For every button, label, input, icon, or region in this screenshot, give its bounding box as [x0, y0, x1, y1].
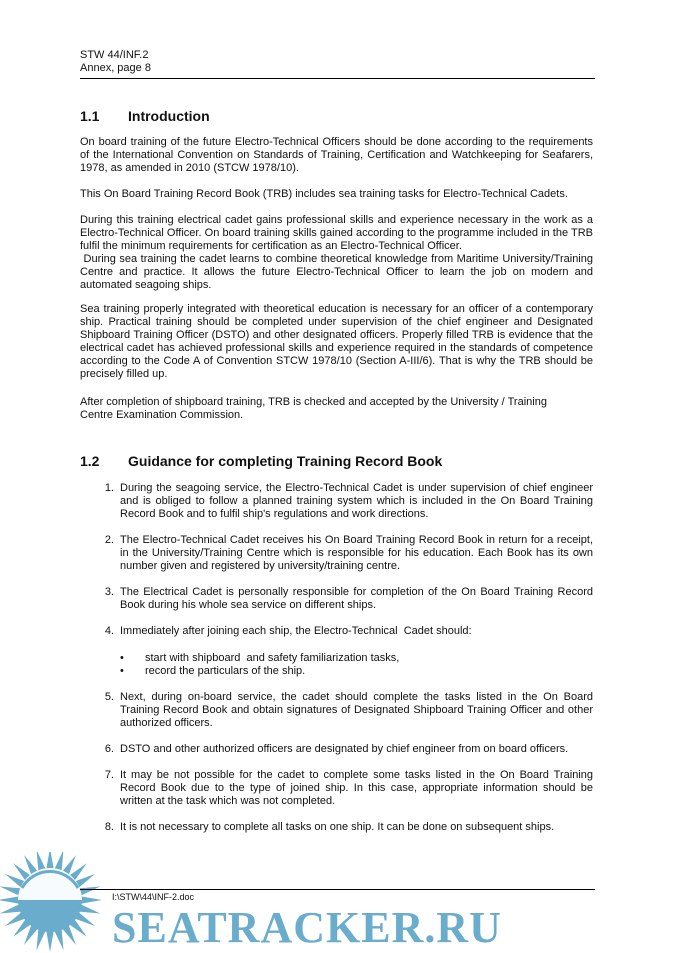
item-number: 8.	[104, 821, 114, 833]
bullet-icon: •	[120, 652, 124, 664]
bullet-text: start with shipboard and safety familiarization tasks,	[145, 652, 400, 664]
item-text: The Electrical Cadet is personally responsible for completion of the On Board Training Record Book during his whole sea service on different ships.	[120, 586, 593, 611]
item-text: Next, during on-board service, the cadet should complete the tasks listed in the On Board Training Record Book and obtain signatures of Designated Shipboard Training Officer and other authorized officers.	[120, 691, 593, 729]
section-number: 1.2	[80, 453, 100, 469]
item-text: It may be not possible for the cadet to complete some tasks listed in the On Board Training Record Book due to the type of joined ship. In this case, appropriate information should be written at the task which was not completed.	[120, 769, 593, 807]
header-rule	[80, 78, 595, 79]
bullet-item	[120, 652, 595, 665]
list-item	[103, 743, 593, 756]
item-number: 4.	[104, 625, 114, 637]
item-text: During the seagoing service, the Electro-Technical Cadet is under supervision of chief engineer and is obliged to follow a planned training system which is included in the On Board Training Record Book and to fulfil ship's regulations and work directions.	[120, 482, 593, 520]
footer-rule	[80, 889, 595, 890]
document-body	[80, 49, 595, 834]
list-item	[103, 769, 593, 808]
bullet-item	[120, 665, 595, 678]
item-text: Immediately after joining each ship, the Electro-Technical Cadet should:	[120, 625, 472, 637]
list-item	[103, 534, 593, 573]
bullet-text: record the particulars of the ship.	[145, 665, 306, 677]
paragraph: During this training electrical cadet gains professional skills and experience necessary in the work as a Electro-Technical Officer. On board training skills gained according to the programme included in the TRB fulfil the minimum requirements for certification as an Electro-Technical Officer.	[80, 214, 593, 252]
paragraph: Sea training properly integrated with theoretical education is necessary for an officer of a contemporary ship. Practical training should be completed under supervision of the chief engineer and Designated Shipboard Training Officer (DSTO) and other designated officers. Properly filled TRB is evidence that the electrical cadet has achieved professional skills and experience required in the standards of competence according to the Code A of Convention STCW 1978/10 (Section A-III/6). That is why the TRB should be precisely filled up.	[80, 303, 593, 380]
item-text: DSTO and other authorized officers are designated by chief engineer from on board officers.	[120, 743, 569, 755]
sun-logo-icon	[0, 852, 110, 952]
item-number: 5.	[104, 691, 114, 703]
list-item	[103, 586, 593, 612]
list-item	[103, 691, 593, 730]
page-label: Annex, page 8	[80, 62, 151, 74]
item-number: 1.	[104, 482, 114, 494]
list-item	[103, 482, 593, 521]
paragraph: After completion of shipboard training, TRB is checked and accepted by the University / Training Centre Examination Commission.	[80, 396, 547, 421]
paragraph: This On Board Training Record Book (TRB) includes sea training tasks for Electro-Technical Cadets.	[80, 188, 568, 200]
list-item	[103, 625, 593, 638]
item-text: It is not necessary to complete all tasks on one ship. It can be done on subsequent ships.	[120, 821, 555, 833]
footer-path: I:\STW\44\INF-2.doc	[112, 892, 195, 902]
item-number: 3.	[104, 586, 114, 598]
watermark-logo: SEATRACKER.RU	[112, 903, 502, 952]
bullet-icon: •	[120, 665, 124, 677]
section-title: Guidance for completing Training Record Book	[128, 453, 443, 469]
item-text: The Electro-Technical Cadet receives his On Board Training Record Book in return for a receipt, in the University/Training Centre which is responsible for his education. Each Book has its own number given and registered by university/training centre.	[120, 534, 593, 572]
item-number: 7.	[104, 769, 114, 781]
section-title: Introduction	[128, 108, 210, 124]
section-number: 1.1	[80, 108, 100, 124]
item-number: 2.	[104, 534, 114, 546]
section-heading-1-1	[80, 108, 595, 125]
paragraph: During sea training the cadet learns to combine theoretical knowledge from Maritime University/Training Centre and practice. It allows the future Electro-Technical Officer to learn the job on modern and automated seagoing ships.	[80, 253, 597, 291]
list-item	[103, 821, 593, 834]
doc-id: STW 44/INF.2	[80, 49, 149, 61]
section-heading-1-2	[80, 453, 595, 470]
paragraph: On board training of the future Electro-Technical Officers should be done according to the requirements of the International Convention on Standards of Training, Certification and Watchkeeping for Seafarers, 1978, as amended in 2010 (STCW 1978/10).	[80, 136, 593, 174]
item-number: 6.	[104, 743, 114, 755]
